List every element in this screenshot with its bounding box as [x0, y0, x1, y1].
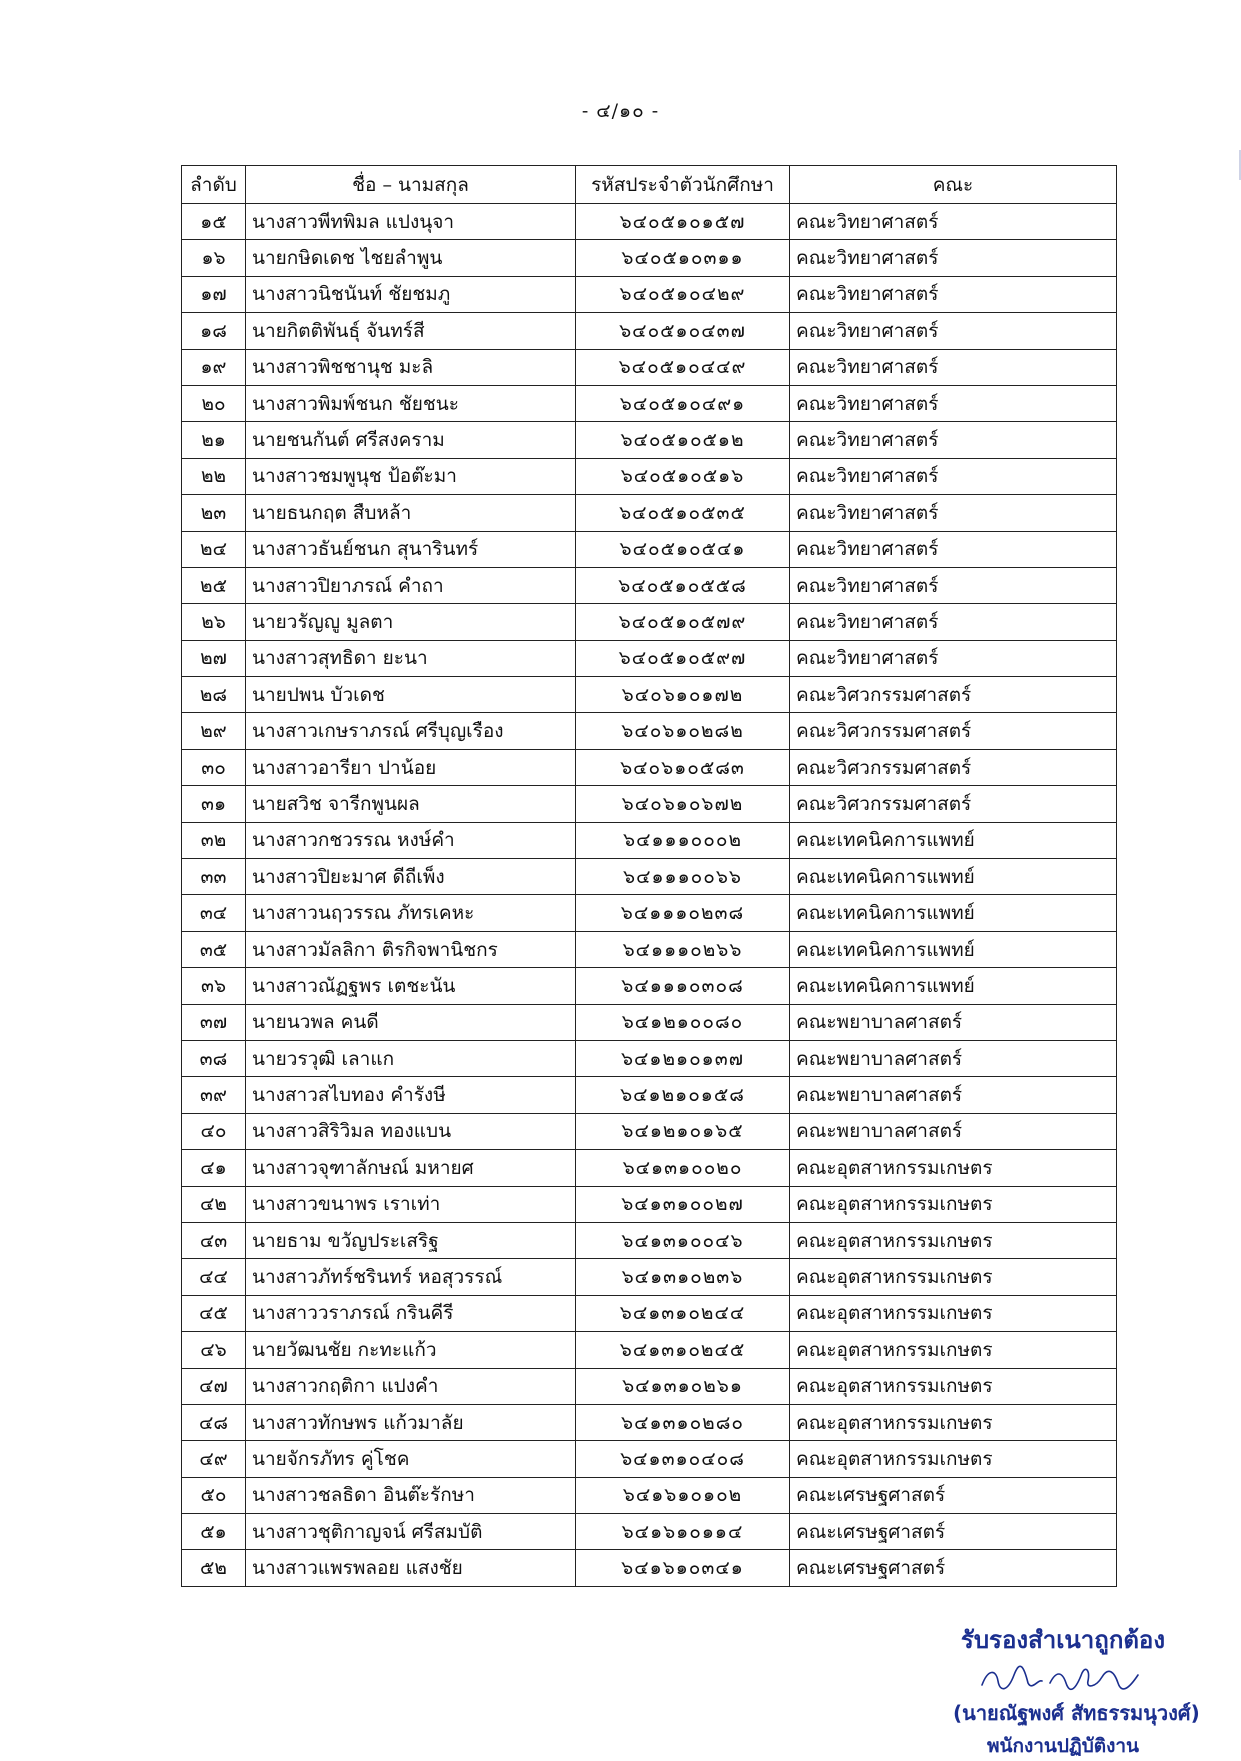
cell-faculty: คณะเทคนิคการแพทย์ — [790, 895, 1117, 931]
cell-order: ๔๔ — [182, 1259, 246, 1295]
table-row — [182, 677, 1117, 713]
cell-order: ๔๐ — [182, 1113, 246, 1149]
cell-faculty: คณะอุตสาหกรรมเกษตร — [790, 1295, 1117, 1331]
officer-name: (นายณัฐพงศ์ สัทธรรมนุวงศ์) — [953, 1701, 1200, 1725]
cell-student-id: ๖๔๐๕๑๐๕๙๗ — [576, 640, 790, 676]
table-row — [182, 1550, 1117, 1586]
table-row — [182, 1150, 1117, 1186]
table-row — [182, 567, 1117, 603]
cell-student-id: ๖๔๑๒๑๐๑๓๗ — [576, 1040, 790, 1076]
cell-name: นางสาวจุฑาลักษณ์ มหายศ — [246, 1150, 576, 1186]
cell-name: นางสาวสุทธิดา ยะนา — [246, 640, 576, 676]
cell-name: นางสาวแพรพลอย แสงชัย — [246, 1550, 576, 1586]
table-row — [182, 895, 1117, 931]
cell-student-id: ๖๔๑๑๑๐๓๐๘ — [576, 968, 790, 1004]
cell-student-id: ๖๔๑๓๑๐๐๔๖ — [576, 1222, 790, 1258]
cell-order: ๔๒ — [182, 1186, 246, 1222]
table-row — [182, 276, 1117, 312]
cell-student-id: ๖๔๐๕๑๐๕๓๕ — [576, 495, 790, 531]
cell-student-id: ๖๔๑๑๑๐๒๖๖ — [576, 931, 790, 967]
table-row — [182, 240, 1117, 276]
cell-faculty: คณะวิทยาศาสตร์ — [790, 240, 1117, 276]
cell-student-id: ๖๔๑๓๑๐๒๔๔ — [576, 1295, 790, 1331]
cell-order: ๒๕ — [182, 567, 246, 603]
cell-student-id: ๖๔๐๖๑๐๑๗๒ — [576, 677, 790, 713]
cell-student-id: ๖๔๐๖๑๐๕๘๓ — [576, 749, 790, 785]
cell-order: ๔๑ — [182, 1150, 246, 1186]
header-student-id: รหัสประจำตัวนักศึกษา — [576, 166, 790, 204]
cell-student-id: ๖๔๐๕๑๐๕๔๑ — [576, 531, 790, 567]
cell-name: นางสาวธันย์ชนก สุนารินทร์ — [246, 531, 576, 567]
table-row — [182, 1514, 1117, 1550]
header-faculty: คณะ — [790, 166, 1117, 204]
cell-name: นางสาวสไบทอง คำรังษี — [246, 1077, 576, 1113]
cell-name: นางสาวชลธิดา อินต๊ะรักษา — [246, 1477, 576, 1513]
cell-name: นางสาวณัฏฐพร เตชะนัน — [246, 968, 576, 1004]
cell-order: ๔๓ — [182, 1222, 246, 1258]
cell-faculty: คณะพยาบาลศาสตร์ — [790, 1113, 1117, 1149]
cell-student-id: ๖๔๐๕๑๐๕๑๖ — [576, 458, 790, 494]
cell-name: นางสาวกชวรรณ หงษ์คำ — [246, 822, 576, 858]
cell-faculty: คณะวิทยาศาสตร์ — [790, 313, 1117, 349]
cell-name: นางสาวปิยาภรณ์ คำถา — [246, 567, 576, 603]
cell-student-id: ๖๔๑๓๑๐๒๓๖ — [576, 1259, 790, 1295]
cell-order: ๓๓ — [182, 859, 246, 895]
cell-faculty: คณะวิทยาศาสตร์ — [790, 276, 1117, 312]
table-row — [182, 1113, 1117, 1149]
cell-order: ๓๘ — [182, 1040, 246, 1076]
cell-name: นายชนกันต์ ศรีสงคราม — [246, 422, 576, 458]
cell-faculty: คณะเศรษฐศาสตร์ — [790, 1550, 1117, 1586]
cell-student-id: ๖๔๐๕๑๐๕๑๒ — [576, 422, 790, 458]
table-row — [182, 749, 1117, 785]
table-row — [182, 1004, 1117, 1040]
table-row — [182, 1441, 1117, 1477]
cell-faculty: คณะพยาบาลศาสตร์ — [790, 1040, 1117, 1076]
cell-name: นายวรัญญู มูลตา — [246, 604, 576, 640]
table-row — [182, 495, 1117, 531]
cell-student-id: ๖๔๑๒๑๐๑๕๘ — [576, 1077, 790, 1113]
table-row — [182, 1404, 1117, 1440]
cell-faculty: คณะวิศวกรรมศาสตร์ — [790, 786, 1117, 822]
cell-student-id: ๖๔๑๒๑๐๐๘๐ — [576, 1004, 790, 1040]
cell-faculty: คณะเทคนิคการแพทย์ — [790, 968, 1117, 1004]
cell-order: ๒๓ — [182, 495, 246, 531]
cell-faculty: คณะวิทยาศาสตร์ — [790, 495, 1117, 531]
cell-name: นางสาวเกษราภรณ์ ศรีบุญเรือง — [246, 713, 576, 749]
cell-order: ๒๖ — [182, 604, 246, 640]
signature-image — [978, 1661, 1148, 1695]
cell-order: ๑๖ — [182, 240, 246, 276]
table-row — [182, 1186, 1117, 1222]
cell-faculty: คณะอุตสาหกรรมเกษตร — [790, 1150, 1117, 1186]
table-row — [182, 458, 1117, 494]
cell-order: ๓๐ — [182, 749, 246, 785]
cell-student-id: ๖๔๑๓๑๐๔๐๘ — [576, 1441, 790, 1477]
cell-name: นางสาวนิชนันท์ ชัยชมภู — [246, 276, 576, 312]
cell-student-id: ๖๔๐๕๑๐๔๔๙ — [576, 349, 790, 385]
cell-name: นายสวิช จารีกพูนผล — [246, 786, 576, 822]
cell-student-id: ๖๔๑๓๑๐๐๒๗ — [576, 1186, 790, 1222]
cell-order: ๑๘ — [182, 313, 246, 349]
cell-faculty: คณะวิทยาศาสตร์ — [790, 349, 1117, 385]
cell-student-id: ๖๔๑๒๑๐๑๖๕ — [576, 1113, 790, 1149]
certified-copy-label: รับรองสำเนาถูกต้อง — [960, 1626, 1166, 1654]
table-header-row — [182, 166, 1117, 204]
cell-student-id: ๖๔๐๕๑๐๓๑๑ — [576, 240, 790, 276]
table-row — [182, 968, 1117, 1004]
cell-faculty: คณะอุตสาหกรรมเกษตร — [790, 1441, 1117, 1477]
cell-order: ๑๙ — [182, 349, 246, 385]
cell-name: นางสาวสิริวิมล ทองแบน — [246, 1113, 576, 1149]
cell-name: นางสาวมัลลิกา ติรกิจพานิชกร — [246, 931, 576, 967]
cell-order: ๒๙ — [182, 713, 246, 749]
cell-faculty: คณะอุตสาหกรรมเกษตร — [790, 1332, 1117, 1368]
table-row — [182, 204, 1117, 240]
table-row — [182, 349, 1117, 385]
cell-student-id: ๖๔๐๕๑๐๕๗๙ — [576, 604, 790, 640]
cell-student-id: ๖๔๑๓๑๐๒๖๑ — [576, 1368, 790, 1404]
table-row — [182, 822, 1117, 858]
table-row — [182, 1295, 1117, 1331]
cell-student-id: ๖๔๑๓๑๐๐๒๐ — [576, 1150, 790, 1186]
table-row — [182, 713, 1117, 749]
cell-order: ๕๒ — [182, 1550, 246, 1586]
cell-order: ๔๘ — [182, 1404, 246, 1440]
cell-order: ๒๒ — [182, 458, 246, 494]
cell-order: ๓๕ — [182, 931, 246, 967]
cell-faculty: คณะอุตสาหกรรมเกษตร — [790, 1186, 1117, 1222]
cell-faculty: คณะวิศวกรรมศาสตร์ — [790, 713, 1117, 749]
cell-name: นายปพน บัวเดช — [246, 677, 576, 713]
cell-name: นายนวพล คนดี — [246, 1004, 576, 1040]
cell-faculty: คณะเทคนิคการแพทย์ — [790, 822, 1117, 858]
cell-student-id: ๖๔๐๕๑๐๔๒๙ — [576, 276, 790, 312]
cell-student-id: ๖๔๑๑๑๐๒๓๘ — [576, 895, 790, 931]
cell-name: นายธนกฤต สืบหล้า — [246, 495, 576, 531]
cell-faculty: คณะวิทยาศาสตร์ — [790, 458, 1117, 494]
cell-order: ๕๐ — [182, 1477, 246, 1513]
table-row — [182, 640, 1117, 676]
cell-student-id: ๖๔๑๖๑๐๑๑๔ — [576, 1514, 790, 1550]
cell-order: ๓๒ — [182, 822, 246, 858]
cell-faculty: คณะเทคนิคการแพทย์ — [790, 859, 1117, 895]
cell-order: ๑๕ — [182, 204, 246, 240]
cell-faculty: คณะเศรษฐศาสตร์ — [790, 1477, 1117, 1513]
cell-order: ๒๗ — [182, 640, 246, 676]
cell-name: นางสาวภัทร์ชรินทร์ หอสุวรรณ์ — [246, 1259, 576, 1295]
cell-faculty: คณะวิทยาศาสตร์ — [790, 604, 1117, 640]
cell-student-id: ๖๔๐๖๑๐๒๘๒ — [576, 713, 790, 749]
cell-student-id: ๖๔๑๓๑๐๒๘๐ — [576, 1404, 790, 1440]
cell-student-id: ๖๔๑๑๑๐๐๐๒ — [576, 822, 790, 858]
cell-faculty: คณะเทคนิคการแพทย์ — [790, 931, 1117, 967]
cell-student-id: ๖๔๑๑๑๐๐๖๖ — [576, 859, 790, 895]
cell-order: ๕๑ — [182, 1514, 246, 1550]
cell-faculty: คณะอุตสาหกรรมเกษตร — [790, 1259, 1117, 1295]
cell-name: นายกิตติพันธุ์ จันทร์สี — [246, 313, 576, 349]
cell-order: ๑๗ — [182, 276, 246, 312]
cell-order: ๒๔ — [182, 531, 246, 567]
cell-name: นางสาวพิมพ์ชนก ชัยชนะ — [246, 385, 576, 421]
cell-name: นางสาวขนาพร เราเท่า — [246, 1186, 576, 1222]
table-row — [182, 531, 1117, 567]
officer-title: พนักงานปฏิบัติงาน — [986, 1735, 1140, 1757]
cell-name: นางสาวปิยะมาศ ดีถีเพ็ง — [246, 859, 576, 895]
cell-student-id: ๖๔๐๕๑๐๕๕๘ — [576, 567, 790, 603]
table-row — [182, 1332, 1117, 1368]
cell-name: นางสาวพีทพิมล แปงนุจา — [246, 204, 576, 240]
cell-order: ๔๗ — [182, 1368, 246, 1404]
cell-faculty: คณะอุตสาหกรรมเกษตร — [790, 1222, 1117, 1258]
cell-faculty: คณะพยาบาลศาสตร์ — [790, 1077, 1117, 1113]
cell-faculty: คณะวิศวกรรมศาสตร์ — [790, 749, 1117, 785]
cell-student-id: ๖๔๑๓๑๐๒๔๕ — [576, 1332, 790, 1368]
table-row — [182, 1222, 1117, 1258]
table-row — [182, 385, 1117, 421]
cell-faculty: คณะวิทยาศาสตร์ — [790, 422, 1117, 458]
table-body — [182, 204, 1117, 1587]
cell-faculty: คณะวิทยาศาสตร์ — [790, 204, 1117, 240]
table-row — [182, 604, 1117, 640]
table-row — [182, 859, 1117, 895]
cell-name: นางสาวชุติกาญจน์ ศรีสมบัติ — [246, 1514, 576, 1550]
cell-order: ๒๐ — [182, 385, 246, 421]
cell-name: นางสาววราภรณ์ กรินคีรี — [246, 1295, 576, 1331]
student-roster-table — [181, 165, 1117, 1587]
cell-order: ๓๖ — [182, 968, 246, 1004]
cell-name: นางสาวกฤติกา แปงคำ — [246, 1368, 576, 1404]
table-row — [182, 1368, 1117, 1404]
cell-order: ๔๙ — [182, 1441, 246, 1477]
cell-faculty: คณะอุตสาหกรรมเกษตร — [790, 1368, 1117, 1404]
cell-order: ๒๑ — [182, 422, 246, 458]
table-row — [182, 1040, 1117, 1076]
table-row — [182, 1077, 1117, 1113]
cell-student-id: ๖๔๑๖๑๐๑๐๒ — [576, 1477, 790, 1513]
cell-name: นายจักรภัทร คู่โชค — [246, 1441, 576, 1477]
cell-name: นางสาวอารียา ปาน้อย — [246, 749, 576, 785]
cell-order: ๓๗ — [182, 1004, 246, 1040]
cell-name: นายวัฒนชัย กะทะแก้ว — [246, 1332, 576, 1368]
cell-faculty: คณะอุตสาหกรรมเกษตร — [790, 1404, 1117, 1440]
cell-order: ๓๔ — [182, 895, 246, 931]
cell-order: ๓๑ — [182, 786, 246, 822]
table-row — [182, 313, 1117, 349]
cell-student-id: ๖๔๐๖๑๐๖๗๒ — [576, 786, 790, 822]
cell-faculty: คณะวิศวกรรมศาสตร์ — [790, 677, 1117, 713]
cell-name: นายธาม ขวัญประเสริฐ — [246, 1222, 576, 1258]
cell-order: ๒๘ — [182, 677, 246, 713]
cell-name: นายวรวุฒิ เลาแก — [246, 1040, 576, 1076]
cell-order: ๔๖ — [182, 1332, 246, 1368]
cell-name: นางสาวนฤวรรณ ภัทรเคหะ — [246, 895, 576, 931]
cell-student-id: ๖๔๑๖๑๐๓๔๑ — [576, 1550, 790, 1586]
cell-name: นางสาวทักษพร แก้วมาลัย — [246, 1404, 576, 1440]
table-row — [182, 931, 1117, 967]
cell-order: ๔๕ — [182, 1295, 246, 1331]
cell-student-id: ๖๔๐๕๑๐๔๙๑ — [576, 385, 790, 421]
cell-faculty: คณะวิทยาศาสตร์ — [790, 640, 1117, 676]
cell-student-id: ๖๔๐๕๑๐๑๕๗ — [576, 204, 790, 240]
cell-faculty: คณะเศรษฐศาสตร์ — [790, 1514, 1117, 1550]
header-order: ลำดับ — [182, 166, 246, 204]
cell-faculty: คณะวิทยาศาสตร์ — [790, 567, 1117, 603]
table-row — [182, 1259, 1117, 1295]
cell-student-id: ๖๔๐๕๑๐๔๓๗ — [576, 313, 790, 349]
certification-stamp — [953, 1620, 1200, 1761]
cell-faculty: คณะวิทยาศาสตร์ — [790, 385, 1117, 421]
cell-faculty: คณะพยาบาลศาสตร์ — [790, 1004, 1117, 1040]
page-number: - ๔/๑๐ - — [581, 100, 660, 122]
cell-name: นายกษิดเดช ไชยลำพูน — [246, 240, 576, 276]
cell-order: ๓๙ — [182, 1077, 246, 1113]
cell-name: นางสาวพิชชานุช มะลิ — [246, 349, 576, 385]
table-row — [182, 422, 1117, 458]
cell-name: นางสาวชมพูนุช ป้อต๊ะมา — [246, 458, 576, 494]
table-row — [182, 1477, 1117, 1513]
header-name: ชื่อ – นามสกุล — [246, 166, 576, 204]
table-row — [182, 786, 1117, 822]
cell-faculty: คณะวิทยาศาสตร์ — [790, 531, 1117, 567]
